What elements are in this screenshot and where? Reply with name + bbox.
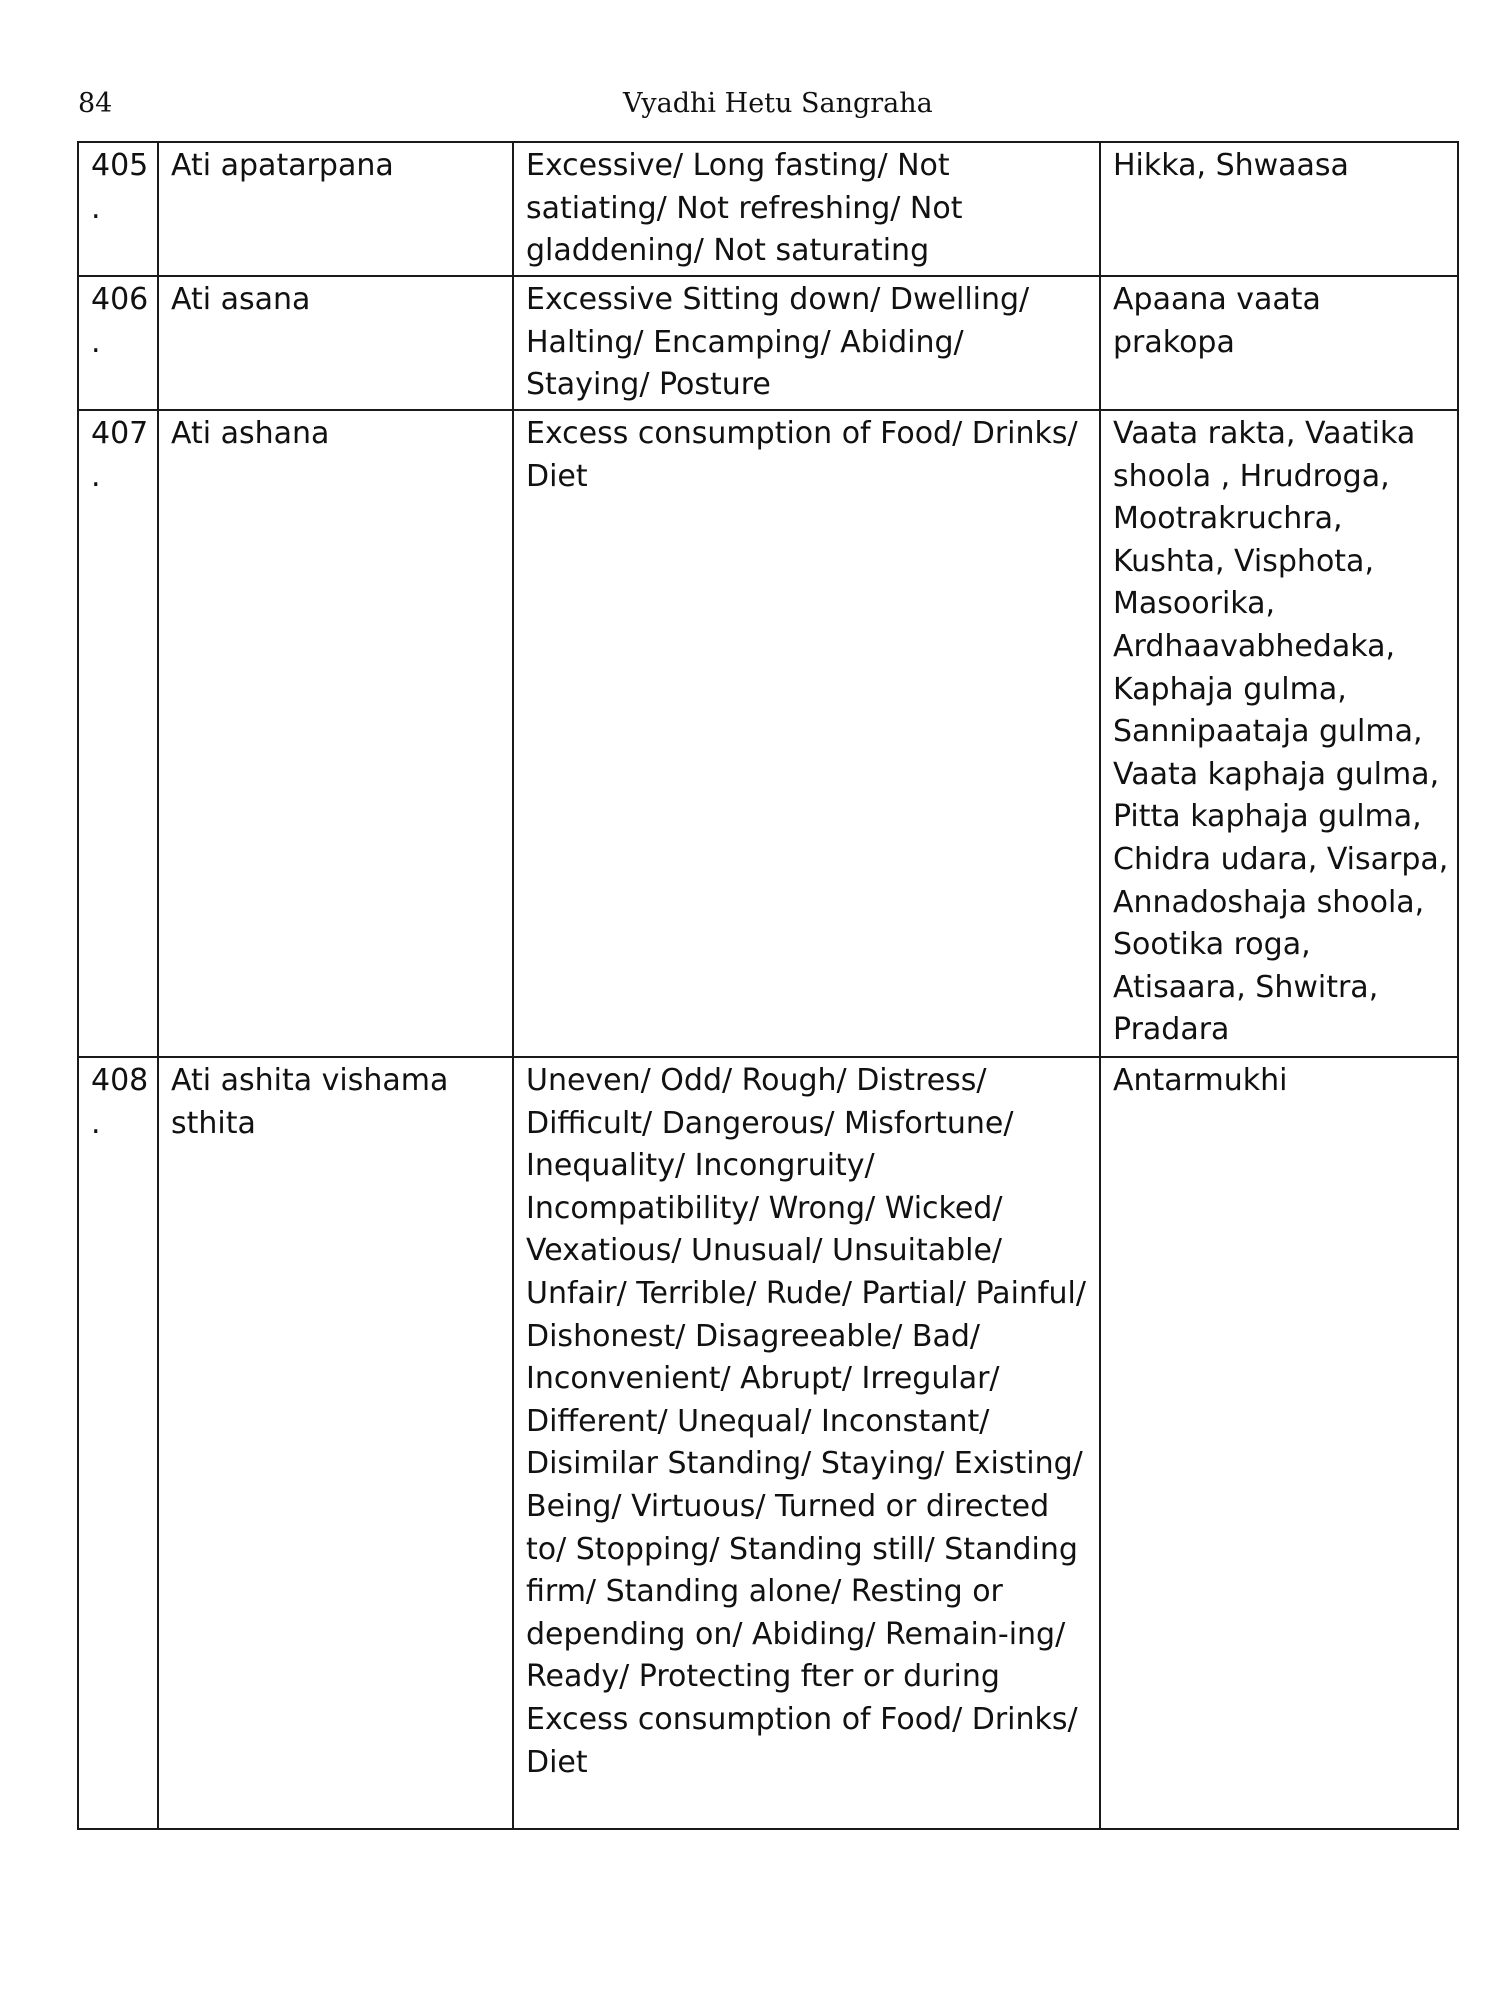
table-row: [78, 276, 1458, 410]
entry-number: 407.: [78, 410, 158, 1057]
table-row: [78, 1057, 1458, 1829]
entry-term: Ati ashana: [158, 410, 513, 1057]
entry-diseases: Antarmukhi: [1100, 1057, 1458, 1829]
page-header: [78, 88, 1458, 128]
entry-meaning: Excessive/ Long fasting/ Not satiating/ Not refreshing/ Not gladdening/ Not saturating: [513, 142, 1100, 276]
page-number: 84: [78, 88, 113, 119]
entry-meaning: Excessive Sitting down/ Dwelling/ Halting/ Encamping/ Abiding/ Staying/ Posture: [513, 276, 1100, 410]
entry-number: 405.: [78, 142, 158, 276]
running-title: Vyadhi Hetu Sangraha: [623, 88, 933, 119]
entry-diseases: Vaata rakta, Vaatika shoola , Hrudroga, Mootrakruchra, Kushta, Visphota, Masoorika, Ardhaavabhedaka, Kaphaja gulma, Sannipaataja gulma, Vaata kaphaja gulma, Pitta kaphaja gulma, Chidra udara, Visarpa, Annadoshaja shoola, Sootika roga, Atisaara, Shwitra, Pradara: [1100, 410, 1458, 1057]
table-row: [78, 142, 1458, 276]
entry-number: 406.: [78, 276, 158, 410]
table-row: [78, 410, 1458, 1057]
entry-diseases: Apaana vaata prakopa: [1100, 276, 1458, 410]
entry-term: Ati asana: [158, 276, 513, 410]
entry-meaning: Uneven/ Odd/ Rough/ Distress/ Difficult/ Dangerous/ Misfortune/ Inequality/ Incongruity/ Incompatibility/ Wrong/ Wicked/ Vexatious/ Unusual/ Unsuitable/ Unfair/ Terrible/ Rude/ Partial/ Painful/ Dishonest/ Disagreeable/ Bad/ Inconvenient/ Abrupt/ Irregular/ Different/ Unequal/ Inconstant/ Disimilar Standing/ Staying/ Existing/ Being/ Virtuous/ Turned or directed to/ Stopping/ Standing still/ Standing firm/ Standing alone/ Resting or depending on/ Abiding/ Remain-ing/ Ready/ Protecting fter or during Excess consumption of Food/ Drinks/ Diet: [513, 1057, 1100, 1829]
entry-term: Ati ashita vishama sthita: [158, 1057, 513, 1829]
entry-meaning: Excess consumption of Food/ Drinks/ Diet: [513, 410, 1100, 1057]
hetu-table: [77, 141, 1459, 1830]
entry-number: 408.: [78, 1057, 158, 1829]
hetu-table-container: [77, 141, 1457, 1830]
entry-term: Ati apatarpana: [158, 142, 513, 276]
entry-diseases: Hikka, Shwaasa: [1100, 142, 1458, 276]
